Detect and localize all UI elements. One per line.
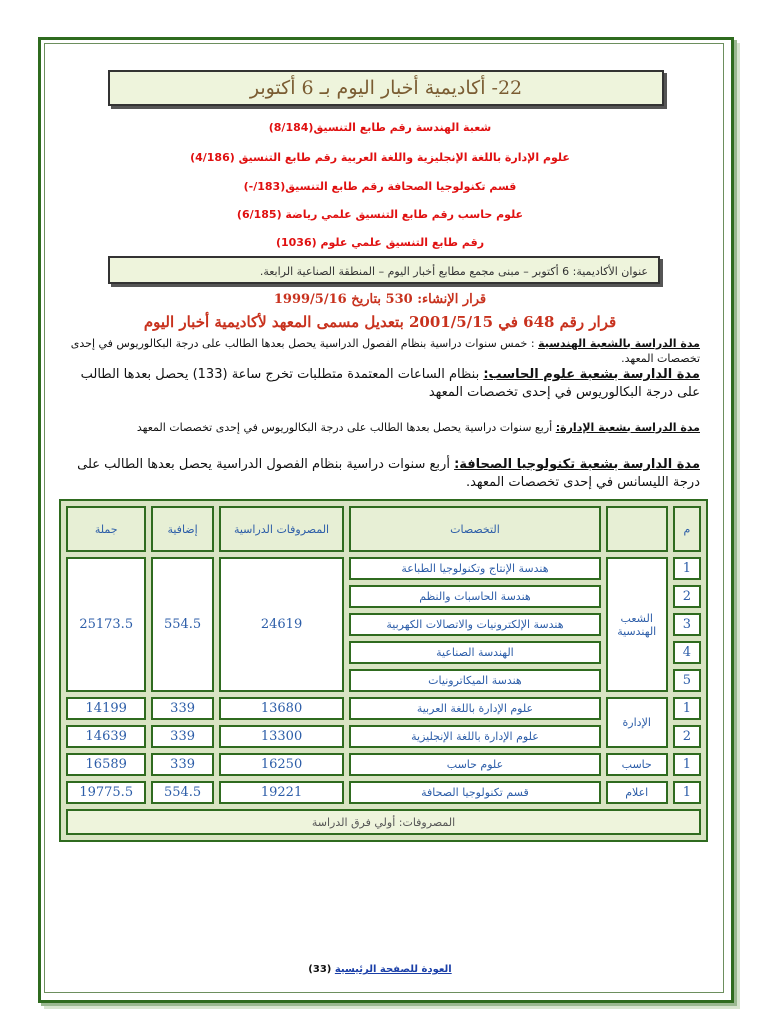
table-row xyxy=(66,781,701,804)
specialization-cell: هندسة الإلكترونيات والاتصالات الكهربية xyxy=(349,613,600,636)
page-number: (33) xyxy=(308,964,332,975)
fees-footnote: المصروفات: أولي فرق الدراسة xyxy=(66,809,701,835)
fees-cell: 13680 xyxy=(219,697,345,720)
row-num: 5 xyxy=(673,669,701,692)
extra-cell: 339 xyxy=(151,697,213,720)
header-specialization: التخصصات xyxy=(349,506,600,552)
table-row xyxy=(66,557,701,580)
academy-address: عنوان الأكاديمية: 6 أكتوبر – مبنى مجمع مطابع أخبار اليوم – المنطقة الصناعية الرابعة. xyxy=(108,256,660,284)
header-fees: المصروفات الدراسية xyxy=(219,506,345,552)
table-row xyxy=(66,753,701,776)
rename-decree: قرار رقم 648 في 2001/5/15 بتعديل مسمى المعهد لأكاديمية أخبار اليوم xyxy=(143,313,617,331)
total-cell: 16589 xyxy=(66,753,146,776)
specialization-cell: علوم الإدارة باللغة الإنجليزية xyxy=(349,725,600,748)
study-management: مدة الدراسة بشعبة الإدارة: أربع سنوات دراسية يحصل بعدها الطالب على درجة البكالوريوس في إحدى تخصصات المعهد xyxy=(136,421,700,434)
division-science: رقم طابع التنسيق علمي علوم (1036) xyxy=(275,236,485,249)
row-num: 1 xyxy=(673,753,701,776)
page-title: 22- أكاديمية أخبار اليوم بـ 6 أكتوبر xyxy=(108,70,664,106)
table-header-row xyxy=(66,506,701,552)
total-cell: 14199 xyxy=(66,697,146,720)
study-engineering: مدة الدراسة بالشعبة الهندسية : خمس سنوات دراسية بنظام الفصول الدراسية يحصل بعدها الطالب على درجة البكالوريوس في إحدى تخصصات المعهد. xyxy=(70,337,700,365)
extra-cell: 339 xyxy=(151,753,213,776)
total-cell: 25173.5 xyxy=(66,557,146,692)
division-engineering: شعبة الهندسة رقم طابع التنسيق(8/184) xyxy=(268,121,492,134)
header-num: م xyxy=(673,506,701,552)
specialization-cell: قسم تكنولوجيا الصحافة xyxy=(349,781,600,804)
specialization-cell: هندسة الحاسبات والنظم xyxy=(349,585,600,608)
table-footnote-row xyxy=(66,809,701,835)
total-cell: 19775.5 xyxy=(66,781,146,804)
row-num: 1 xyxy=(673,557,701,580)
table-row xyxy=(66,697,701,720)
extra-cell: 554.5 xyxy=(151,781,213,804)
division-management: علوم الإدارة باللغة الإنجليزية واللغة العربية رقم طابع التنسيق (4/186) xyxy=(190,151,570,164)
division-journalism: قسم تكنولوجيا الصحافة رقم طابع التنسيق(183/-) xyxy=(243,180,517,193)
division-computer: علوم حاسب رقم طابع التنسيق علمي رياضة (6/185) xyxy=(236,208,524,221)
fees-cell: 19221 xyxy=(219,781,345,804)
header-division xyxy=(606,506,668,552)
row-num: 1 xyxy=(673,781,701,804)
division-cell-management: الإدارة xyxy=(606,697,668,748)
establishment-decree: قرار الإنشاء: 530 بتاريخ 1999/5/16 xyxy=(273,292,487,307)
header-total: جملة xyxy=(66,506,146,552)
division-cell-engineering: الشعب الهندسية xyxy=(606,557,668,692)
row-num: 4 xyxy=(673,641,701,664)
row-num: 2 xyxy=(673,585,701,608)
fees-cell: 13300 xyxy=(219,725,345,748)
extra-cell: 554.5 xyxy=(151,557,213,692)
row-num: 2 xyxy=(673,725,701,748)
total-cell: 14639 xyxy=(66,725,146,748)
row-num: 3 xyxy=(673,613,701,636)
division-cell-computer: حاسب xyxy=(606,753,668,776)
extra-cell: 339 xyxy=(151,725,213,748)
fees-cell: 24619 xyxy=(219,557,345,692)
specialization-cell: علوم حاسب xyxy=(349,753,600,776)
division-cell-media: اعلام xyxy=(606,781,668,804)
page-footer xyxy=(60,964,700,975)
home-link[interactable]: العودة للصفحة الرئيسية xyxy=(334,964,452,975)
study-journalism: مدة الدارسة بشعبة تكنولوجيا الصحافة: أربع سنوات دراسية بنظام الفصول الدراسية يحصل بعدها الطالب على درجة الليسانس في إحدى تخصصات المعهد. xyxy=(77,457,700,490)
specialization-cell: هندسة الإنتاج وتكنولوجيا الطباعة xyxy=(349,557,600,580)
specialization-cell: الهندسة الصناعية xyxy=(349,641,600,664)
study-computer: مدة الدارسة بشعبة علوم الحاسب: بنظام الساعات المعتمدة متطلبات تخرج ساعة (133) يحصل بعدها الطالب على درجة البكالوريوس في إحدى تخصصات المعهد xyxy=(80,367,700,400)
specialization-cell: علوم الإدارة باللغة العربية xyxy=(349,697,600,720)
specialization-cell: هندسة الميكاترونيات xyxy=(349,669,600,692)
fees-table xyxy=(59,499,708,842)
row-num: 1 xyxy=(673,697,701,720)
header-extra: إضافية xyxy=(151,506,213,552)
fees-cell: 16250 xyxy=(219,753,345,776)
